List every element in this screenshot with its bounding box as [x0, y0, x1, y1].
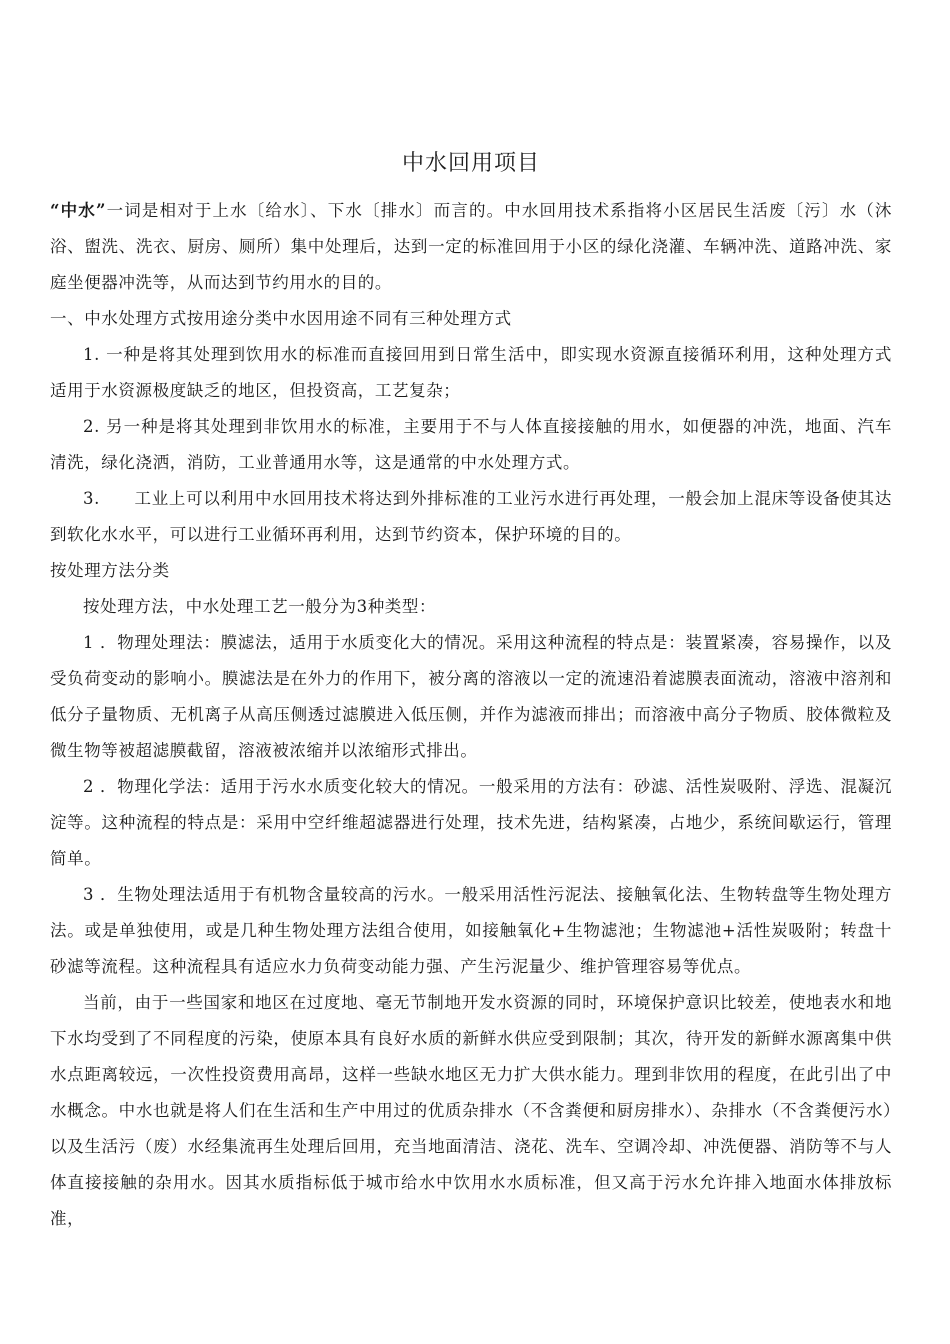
intro-term: “中水” — [50, 200, 107, 220]
document-page — [50, 150, 892, 1237]
method-item-1: 1 ．物理处理法：膜滤法，适用于水质变化大的情况。采用这种流程的特点是：装置紧凑，容易操作，以及受负荷变动的影响小。膜滤法是在外力的作用下，被分离的溶液以一定的流速沿着滤膜表面流动，溶液中溶剂和低分子量物质、无机离子从高压侧透过滤膜进入低压侧，并作为滤液而排出；而溶液中高分子物质、胶体微粒及微生物等被超滤膜截留，溶液被浓缩并以浓缩形式排出。 — [50, 632, 892, 760]
usage-item-2: 2. 另一种是将其处理到非饮用水的标准，主要用于不与人体直接接触的用水，如便器的冲洗，地面、汽车清洗，绿化浇洒，消防，工业普通用水等，这是通常的中水处理方式。 — [50, 416, 892, 472]
section2-heading: 按处理方法分类 — [50, 560, 170, 580]
method-item-2: 2 ．物理化学法：适用于污水水质变化较大的情况。一般采用的方法有：砂滤、活性炭吸附、浮选、混凝沉淀等。这种流程的特点是：采用中空纤维超滤器进行处理，技术先进，结构紧凑，占地少，系统间歇运行，管理简单。 — [50, 776, 892, 868]
section2-intro: 按处理方法，中水处理工艺一般分为3种类型： — [83, 596, 437, 616]
usage-item-1: 1. 一种是将其处理到饮用水的标准而直接回用到日常生活中，即实现水资源直接循环利用，这种处理方式适用于水资源极度缺乏的地区，但投资高，工艺复杂； — [50, 344, 892, 400]
document-title: 中水回用项目 — [401, 151, 540, 176]
section1-heading: 一、中水处理方式按用途分类中水因用途不同有三种处理方式 — [50, 308, 512, 328]
intro-text: 一词是相对于上水〔给水〕、下水〔排水〕而言的。中水回用技术系指将小区居民生活废〔污〕水（沐浴、盥洗、洗衣、厨房、厕所）集中处理后，达到一定的标准回用于小区的绿化浇灌、车辆冲洗、道路冲洗、家庭坐便器冲洗等，从而达到节约用水的目的。 — [50, 200, 892, 292]
closing-paragraph: 当前，由于一些国家和地区在过度地、毫无节制地开发水资源的同时，环境保护意识比较差，使地表水和地下水均受到了不同程度的污染，使原本具有良好水质的新鲜水供应受到限制；其次，待开发的新鲜水源离集中供水点距离较远，一次性投资费用高昂，这样一些缺水地区无力扩大供水能力。理到非饮用的程度，在此引出了中水概念。中水也就是将人们在生活和生产中用过的优质杂排水（不含粪便和厨房排水）、杂排水（不含粪便污水）以及生活污（废）水经集流再生处理后回用，充当地面清洁、浇花、洗车、空调冷却、冲洗便器、消防等不与人体直接接触的杂用水。因其水质指标低于城市给水中饮用水水质标准，但又高于污水允许排入地面水体排放标准， — [50, 992, 892, 1228]
usage-item-3: 3. 工业上可以利用中水回用技术将达到外排标准的工业污水进行再处理，一般会加上混床等设备使其达到软化水水平，可以进行工业循环再利用，达到节约资本，保护环境的目的。 — [50, 488, 892, 544]
method-item-3: 3 ．生物处理法适用于有机物含量较高的污水。一般采用活性污泥法、接触氧化法、生物转盘等生物处理方法。或是单独使用，或是几种生物处理方法组合使用，如接触氧化+生物滤池；生物滤池+活性炭吸附；转盘十砂滤等流程。这种流程具有适应水力负荷变动能力强、产生污泥量少、维护管理容易等优点。 — [50, 884, 892, 976]
intro-paragraph — [50, 193, 892, 301]
